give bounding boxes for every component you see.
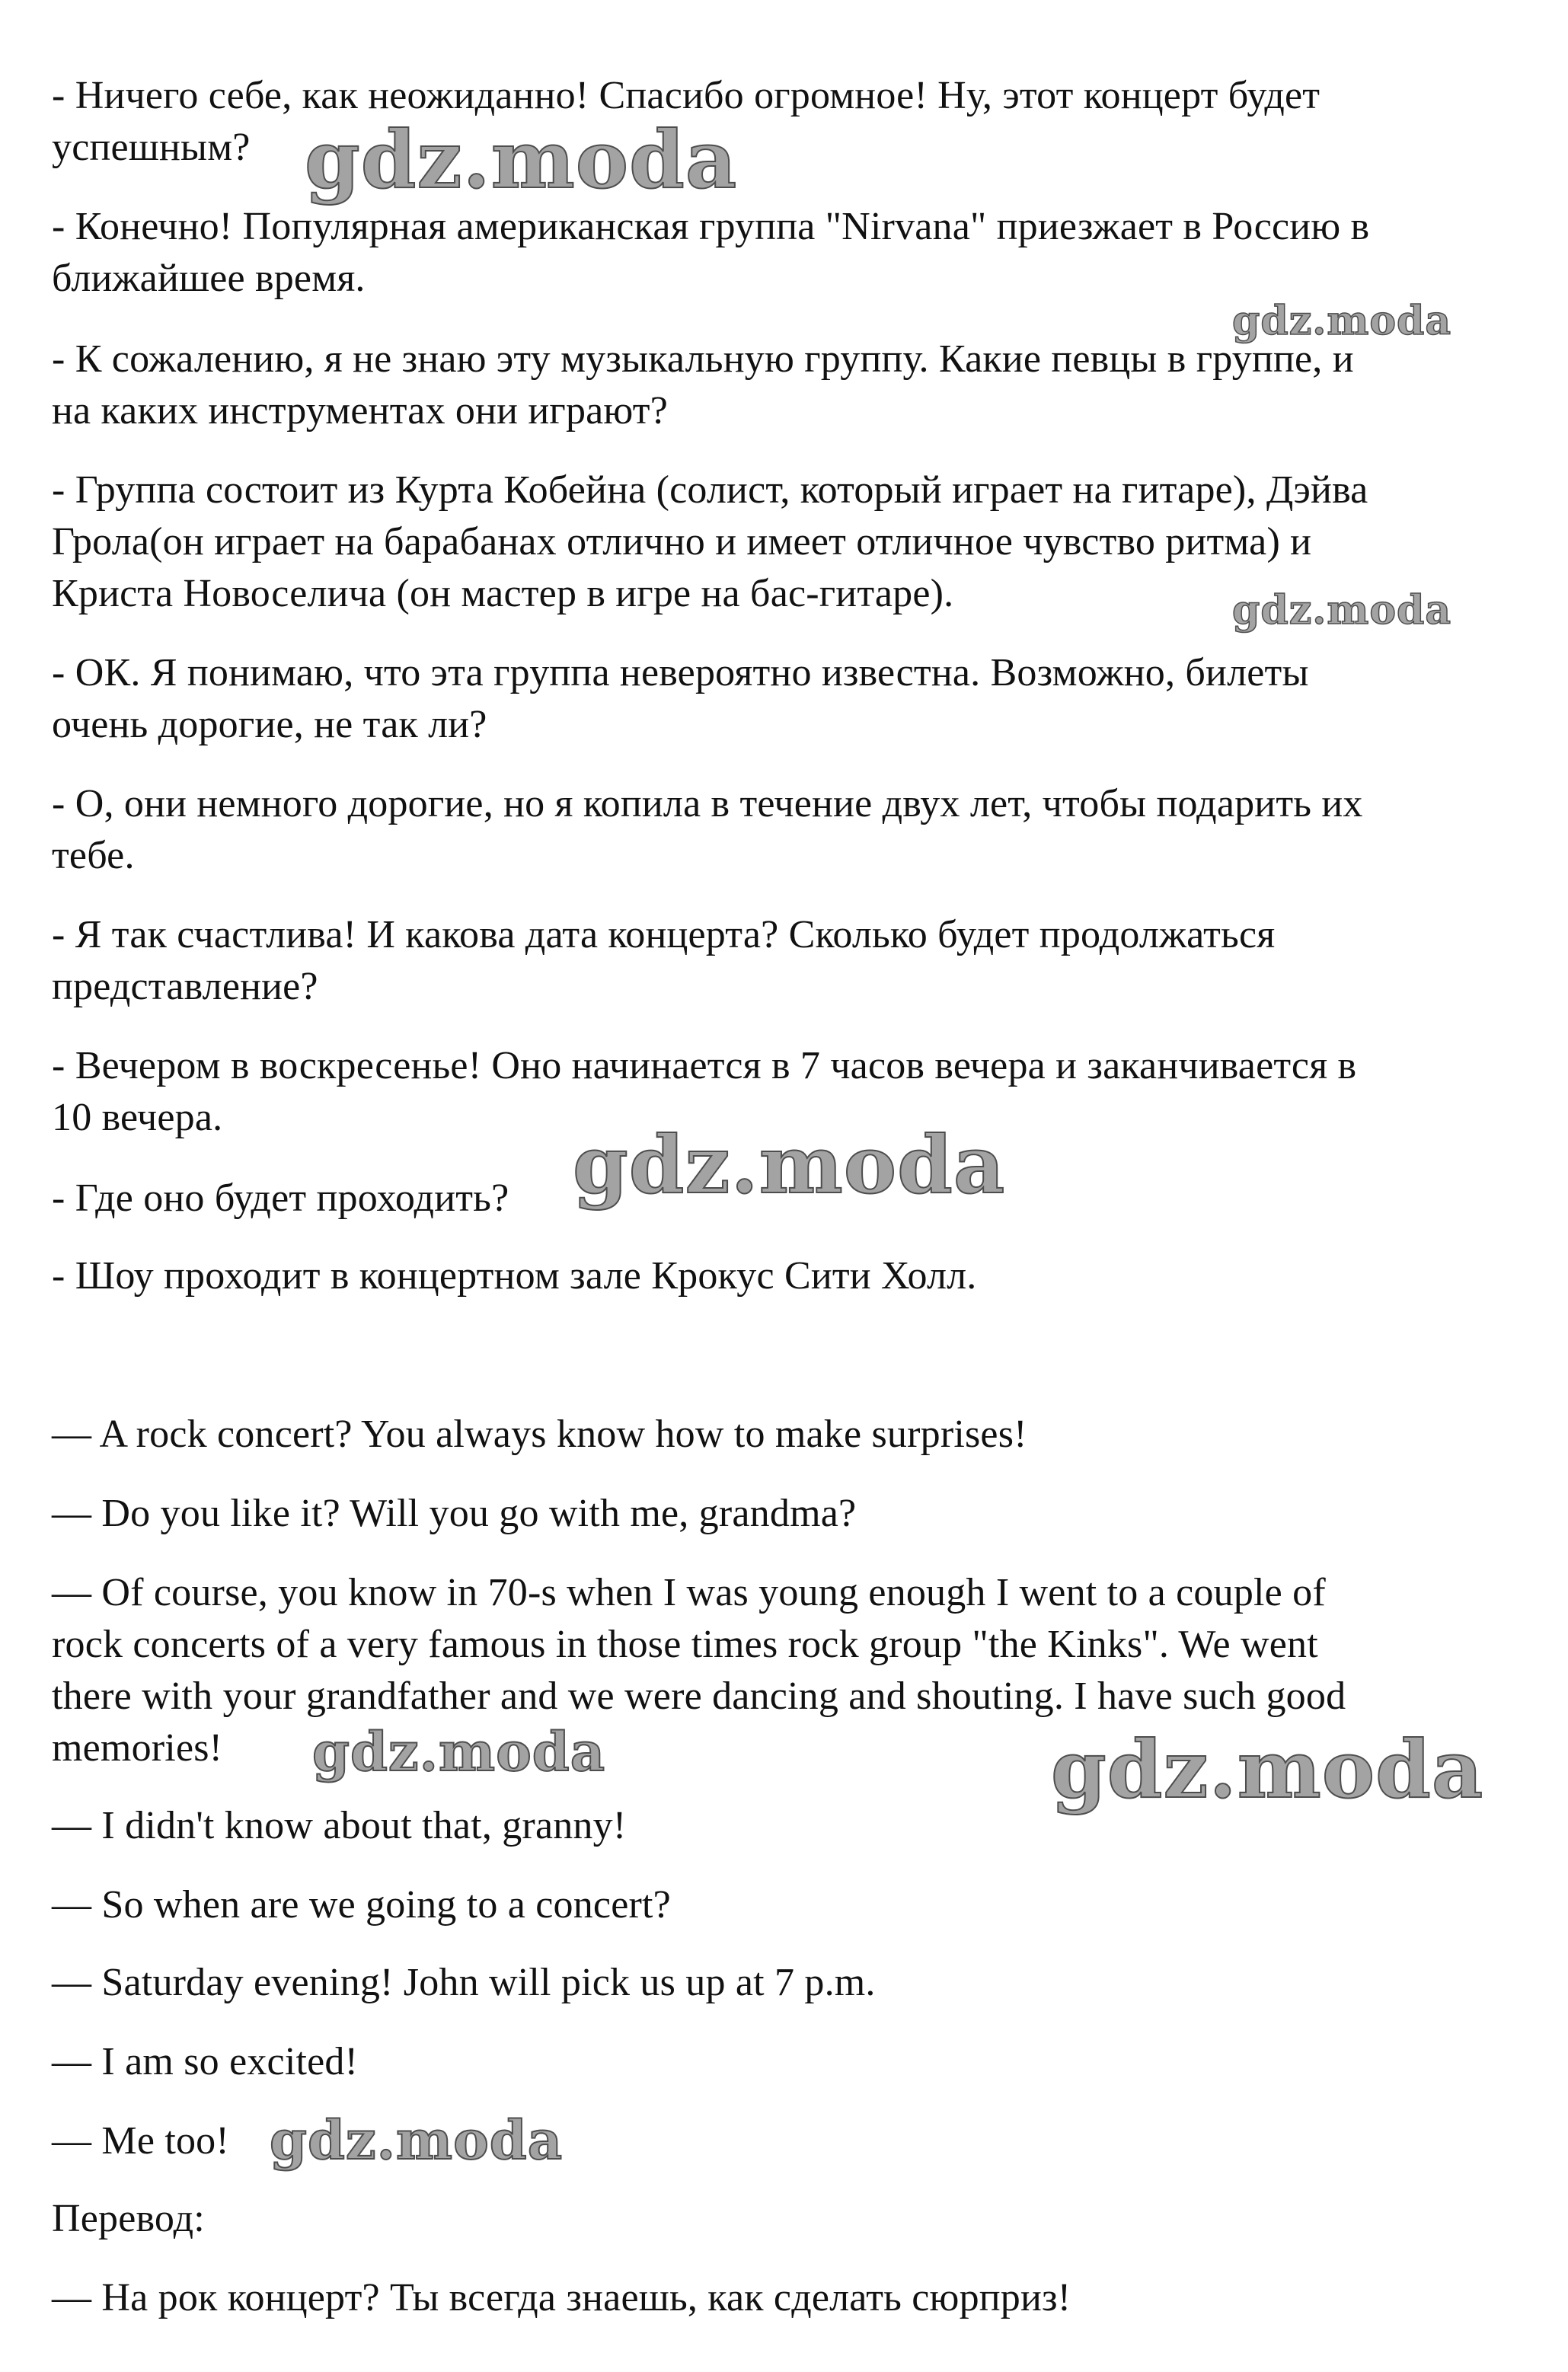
text-line: — Of course, you know in 70-s when I was young enough I went to a couple of	[52, 1571, 1326, 1614]
ru-paragraph-5	[52, 647, 1544, 751]
text-line: успешным?	[52, 126, 251, 169]
text-line: - Группа состоит из Курта Кобейна (солист, который играет на гитаре), Дэйва	[52, 468, 1368, 512]
text-line: — A rock concert? You always know how to make surprises!	[52, 1413, 1027, 1456]
watermark-logo: gdz.moda	[305, 113, 738, 206]
text-line: тебе.	[52, 834, 135, 877]
text-line: Грола(он играет на барабанах отлично и имеет отличное чувство ритма) и	[52, 520, 1312, 563]
text-line: - К сожалению, я не знаю эту музыкальную группу. Какие певцы в группе, и	[52, 337, 1354, 381]
text-line: - ОК. Я понимаю, что эта группа невероятно известна. Возможно, билеты	[52, 651, 1309, 694]
ru-paragraph-7	[52, 909, 1544, 1013]
text-line: - Конечно! Популярная американская группа "Nirvana" приезжает в Россию в	[52, 205, 1370, 248]
en-paragraph-1	[52, 1409, 1544, 1461]
text-line: очень дорогие, не так ли?	[52, 703, 487, 746]
text-line: представление?	[52, 965, 318, 1008]
text-line: — So when are we going to a concert?	[52, 1883, 671, 1927]
text-line: - Вечером в воскресенье! Оно начинается в 7 часов вечера и заканчивается в	[52, 1044, 1357, 1087]
en-paragraph-6	[52, 1957, 1544, 2009]
ru-paragraph-3	[52, 334, 1544, 437]
ru-paragraph-6	[52, 778, 1544, 882]
translation-paragraph-1	[52, 2272, 1544, 2324]
text-line: - О, они немного дорогие, но я копила в течение двух лет, чтобы подарить их	[52, 782, 1363, 825]
en-paragraph-5	[52, 1879, 1544, 1931]
watermark-logo: gdz.moda	[312, 1720, 606, 1783]
text-line: Криста Новоселича (он мастер в игре на бас-гитаре).	[52, 572, 954, 615]
text-line: — На рок концерт? Ты всегда знаешь, как сделать сюрприз!	[52, 2276, 1071, 2319]
text-line: — Me too!	[52, 2119, 229, 2163]
text-line: 10 вечера.	[52, 1096, 223, 1139]
text-line: there with your grandfather and we were dancing and shouting. I have such good	[52, 1674, 1346, 1718]
text-line: ближайшее время.	[52, 257, 366, 300]
heading-text: Перевод:	[52, 2197, 205, 2240]
watermark-logo: gdz.moda	[1232, 298, 1452, 344]
text-line: rock concerts of a very famous in those times rock group "the Kinks". We went	[52, 1623, 1318, 1666]
ru-paragraph-10	[52, 1250, 1544, 1302]
text-line: — I didn't know about that, granny!	[52, 1804, 627, 1847]
text-line: — I am so excited!	[52, 2040, 359, 2083]
ru-paragraph-1	[52, 70, 1544, 174]
text-line: - Где оно будет проходить?	[52, 1176, 509, 1220]
watermark-logo: gdz.moda	[270, 2109, 564, 2172]
en-paragraph-2	[52, 1488, 1544, 1540]
text-line: на каких инструментах они играют?	[52, 389, 668, 433]
text-line: - Я так счастлива! И какова дата концерта? Сколько будет продолжаться	[52, 913, 1276, 956]
text-line: - Шоу проходит в концертном зале Крокус Сити Холл.	[52, 1254, 977, 1298]
text-line: memories!	[52, 1726, 223, 1770]
watermark-logo: gdz.moda	[1051, 1722, 1484, 1816]
ru-paragraph-2	[52, 201, 1544, 305]
watermark-logo: gdz.moda	[1232, 587, 1452, 634]
text-line: — Do you like it? Will you go with me, grandma?	[52, 1492, 857, 1535]
en-paragraph-7	[52, 2036, 1544, 2088]
text-line: - Ничего себе, как неожиданно! Спасибо огромное! Ну, этот концерт будет	[52, 74, 1321, 117]
text-line: — Saturday evening! John will pick us up at 7 p.m.	[52, 1961, 876, 2004]
watermark-logo: gdz.moda	[573, 1118, 1006, 1212]
translation-heading	[52, 2193, 1544, 2245]
